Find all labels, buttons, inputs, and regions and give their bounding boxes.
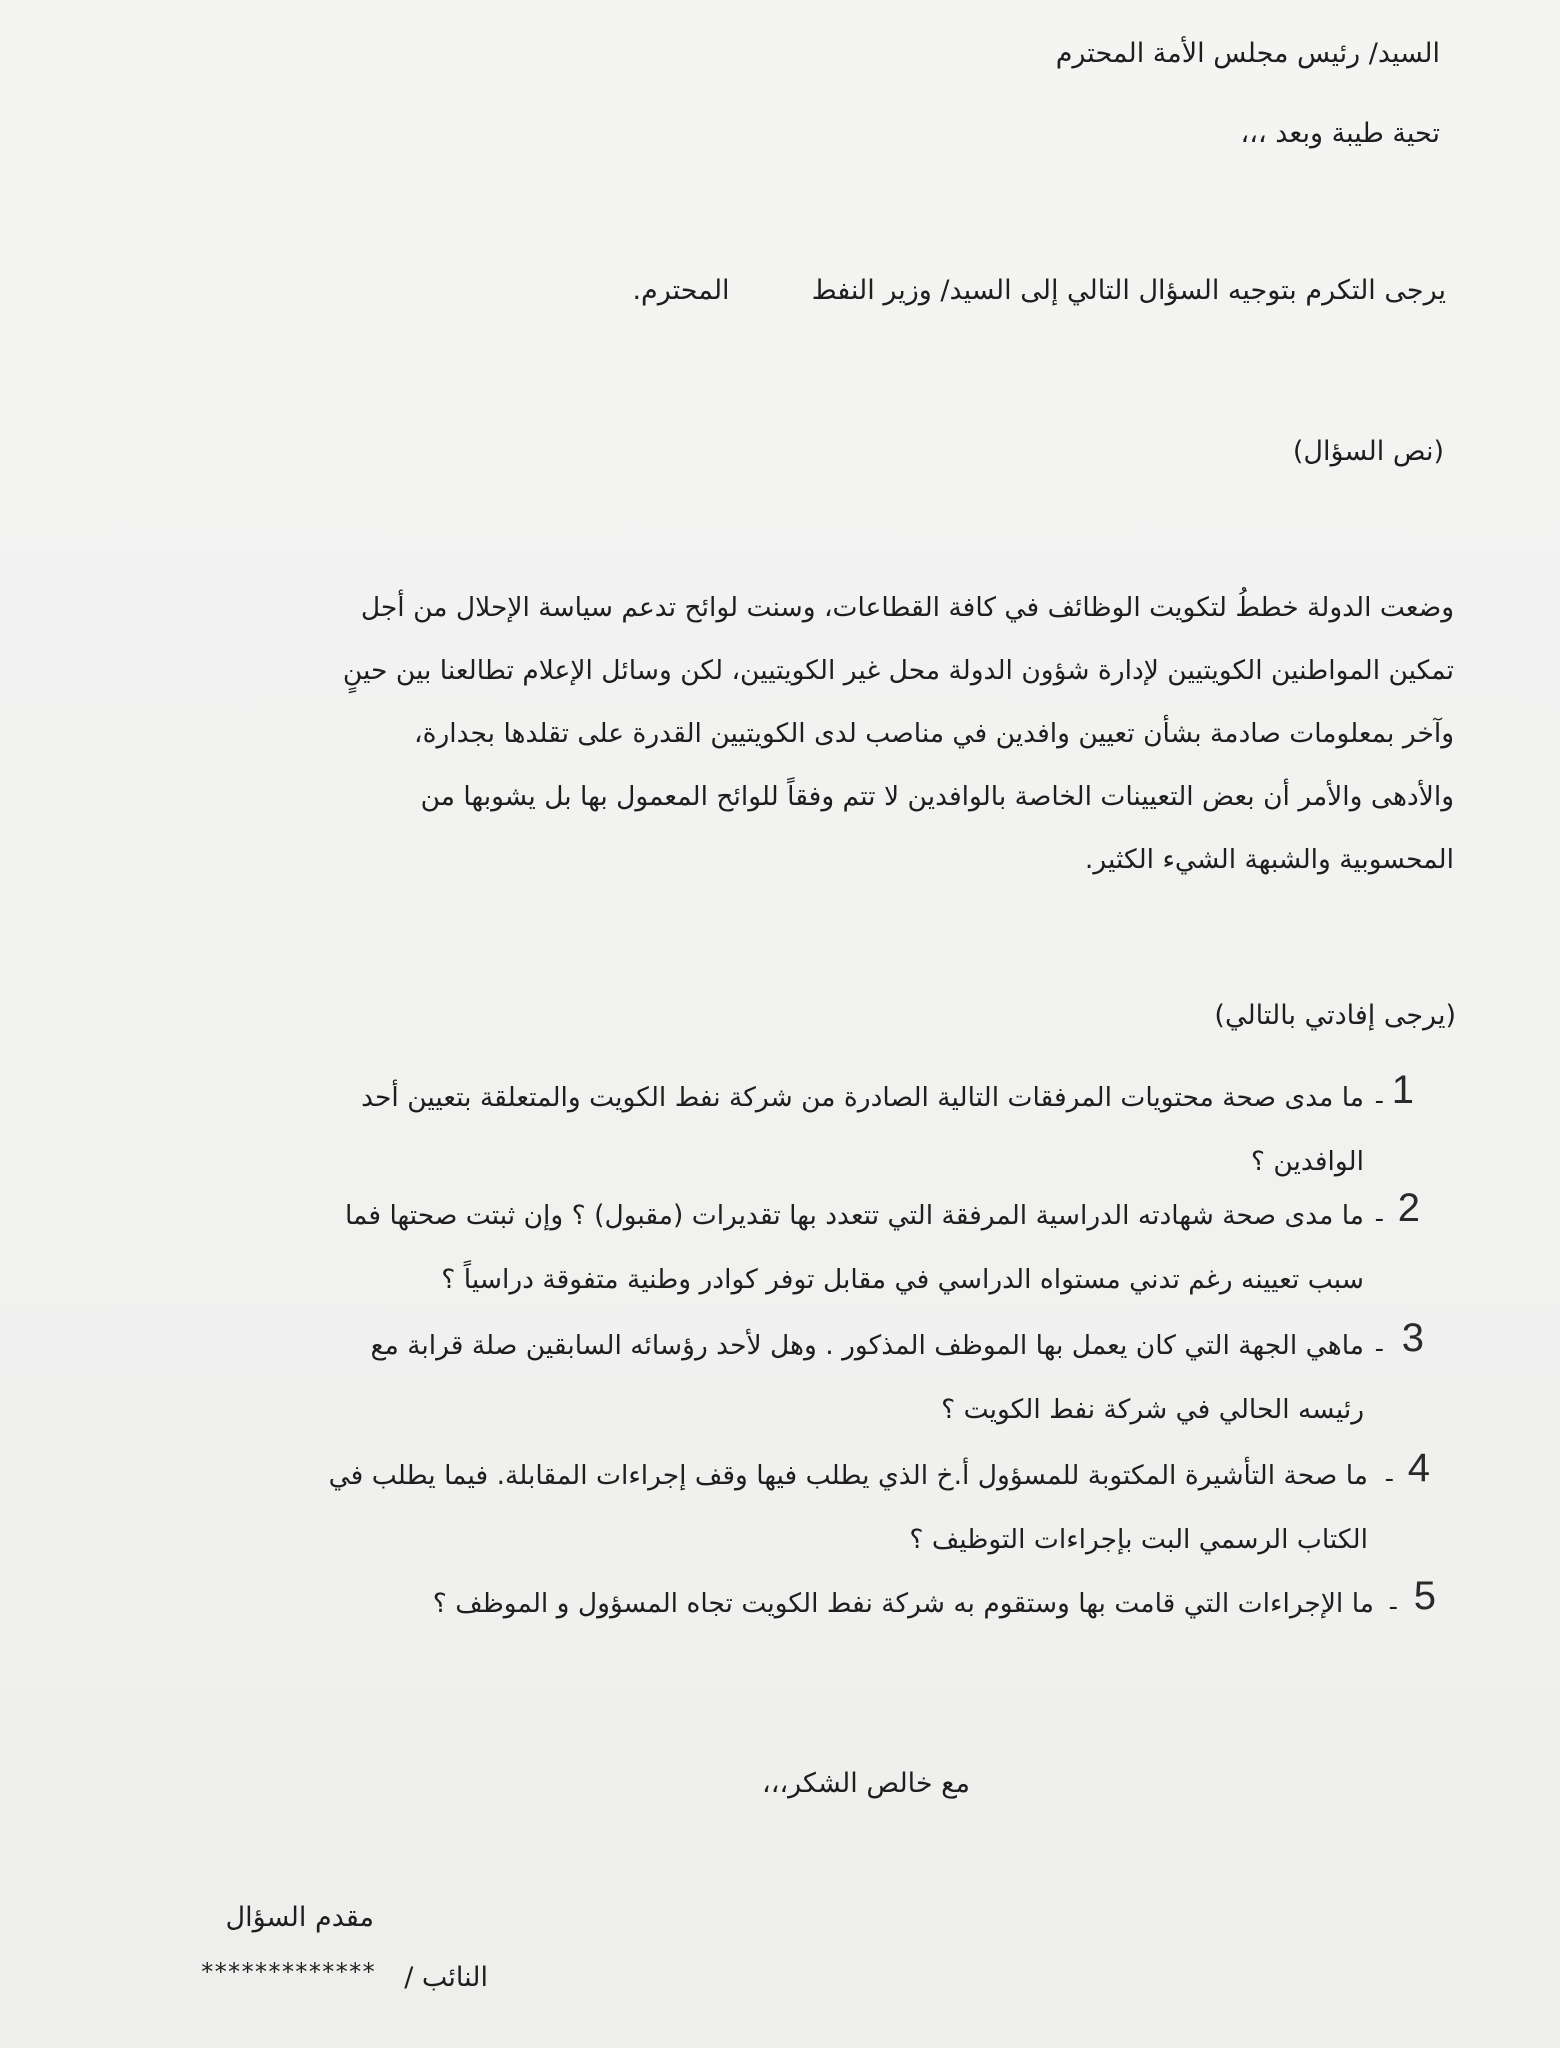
item-number: 5 bbox=[1413, 1574, 1436, 1618]
greeting: تحية طيبة وبعد ،،، bbox=[1240, 118, 1440, 149]
body-line: وضعت الدولة خططُ لتكويت الوظائف في كافة القطاعات، وسنت لوائح تدعم سياسة الإحلال من أجل bbox=[360, 592, 1454, 623]
deputy-name-redacted: ************* bbox=[200, 1958, 375, 1986]
request-line bbox=[246, 275, 1446, 306]
item-text-line: ما مدى صحة شهادته الدراسية المرفقة التي تتعدد بها تقديرات (مقبول) ؟ وإن ثبتت صحتها فما bbox=[344, 1200, 1364, 1231]
item-text-line: ما الإجراءات التي قامت بها وستقوم به شركة نفط الكويت تجاه المسؤول و الموظف ؟ bbox=[432, 1588, 1374, 1619]
item-text-line: الكتاب الرسمي البت بإجراءات التوظيف ؟ bbox=[909, 1524, 1368, 1555]
item-number: 2 bbox=[1397, 1186, 1420, 1230]
item-dash: - bbox=[1374, 1204, 1384, 1234]
salutation: السيد/ رئيس مجلس الأمة المحترم bbox=[1055, 38, 1440, 69]
item-dash: - bbox=[1384, 1464, 1394, 1494]
item-text-line: الوافدين ؟ bbox=[1250, 1146, 1364, 1177]
item-number: 1 bbox=[1391, 1068, 1414, 1112]
request-honorific: المحترم. bbox=[632, 275, 730, 306]
body-line: وآخر بمعلومات صادمة بشأن تعيين وافدين في مناصب لدى الكويتيين القدرة على تقلدها بجدارة، bbox=[414, 718, 1454, 749]
item-number: 4 bbox=[1407, 1446, 1430, 1490]
item-dash: - bbox=[1374, 1086, 1384, 1116]
item-text-line: ماهي الجهة التي كان يعمل بها الموظف المذكور . وهل لأحد رؤسائه السابقين صلة قرابة مع bbox=[370, 1330, 1364, 1361]
item-dash: - bbox=[1388, 1592, 1398, 1622]
item-text-line: ما صحة التأشيرة المكتوبة للمسؤول أ.خ الذي يطلب فيها وقف إجراءات المقابلة. فيما يطلب في bbox=[328, 1460, 1368, 1491]
request-text: يرجى التكرم بتوجيه السؤال التالي إلى السيد/ وزير النفط bbox=[811, 275, 1446, 306]
closing-thanks: مع خالص الشكر،،، bbox=[762, 1768, 970, 1799]
item-number: 3 bbox=[1401, 1316, 1424, 1360]
item-text-line: رئيسه الحالي في شركة نفط الكويت ؟ bbox=[941, 1394, 1364, 1425]
item-text-line: سبب تعيينه رغم تدني مستواه الدراسي في مقابل توفر كوادر وطنية متفوقة دراسياً ؟ bbox=[441, 1264, 1364, 1295]
deputy-label: النائب / bbox=[404, 1962, 488, 1993]
item-dash: - bbox=[1374, 1334, 1384, 1364]
body-line: والأدهى والأمر أن بعض التعيينات الخاصة بالوافدين لا تتم وفقاً للوائح المعمول بها بل يشوبها من bbox=[420, 781, 1454, 812]
question-heading: (نص السؤال) bbox=[1292, 436, 1444, 467]
item-text-line: ما مدى صحة محتويات المرفقات التالية الصادرة من شركة نفط الكويت والمتعلقة بتعيين أحد bbox=[361, 1082, 1364, 1113]
body-line: المحسوبية والشبهة الشيء الكثير. bbox=[1084, 844, 1454, 875]
ask-heading: (يرجى إفادتي بالتالي) bbox=[1214, 1000, 1456, 1031]
body-line: تمكين المواطنين الكويتيين لإدارة شؤون الدولة محل غير الكويتيين، لكن وسائل الإعلام تطالعنا بين حينٍ bbox=[342, 655, 1454, 686]
signer-title: مقدم السؤال bbox=[225, 1902, 374, 1933]
